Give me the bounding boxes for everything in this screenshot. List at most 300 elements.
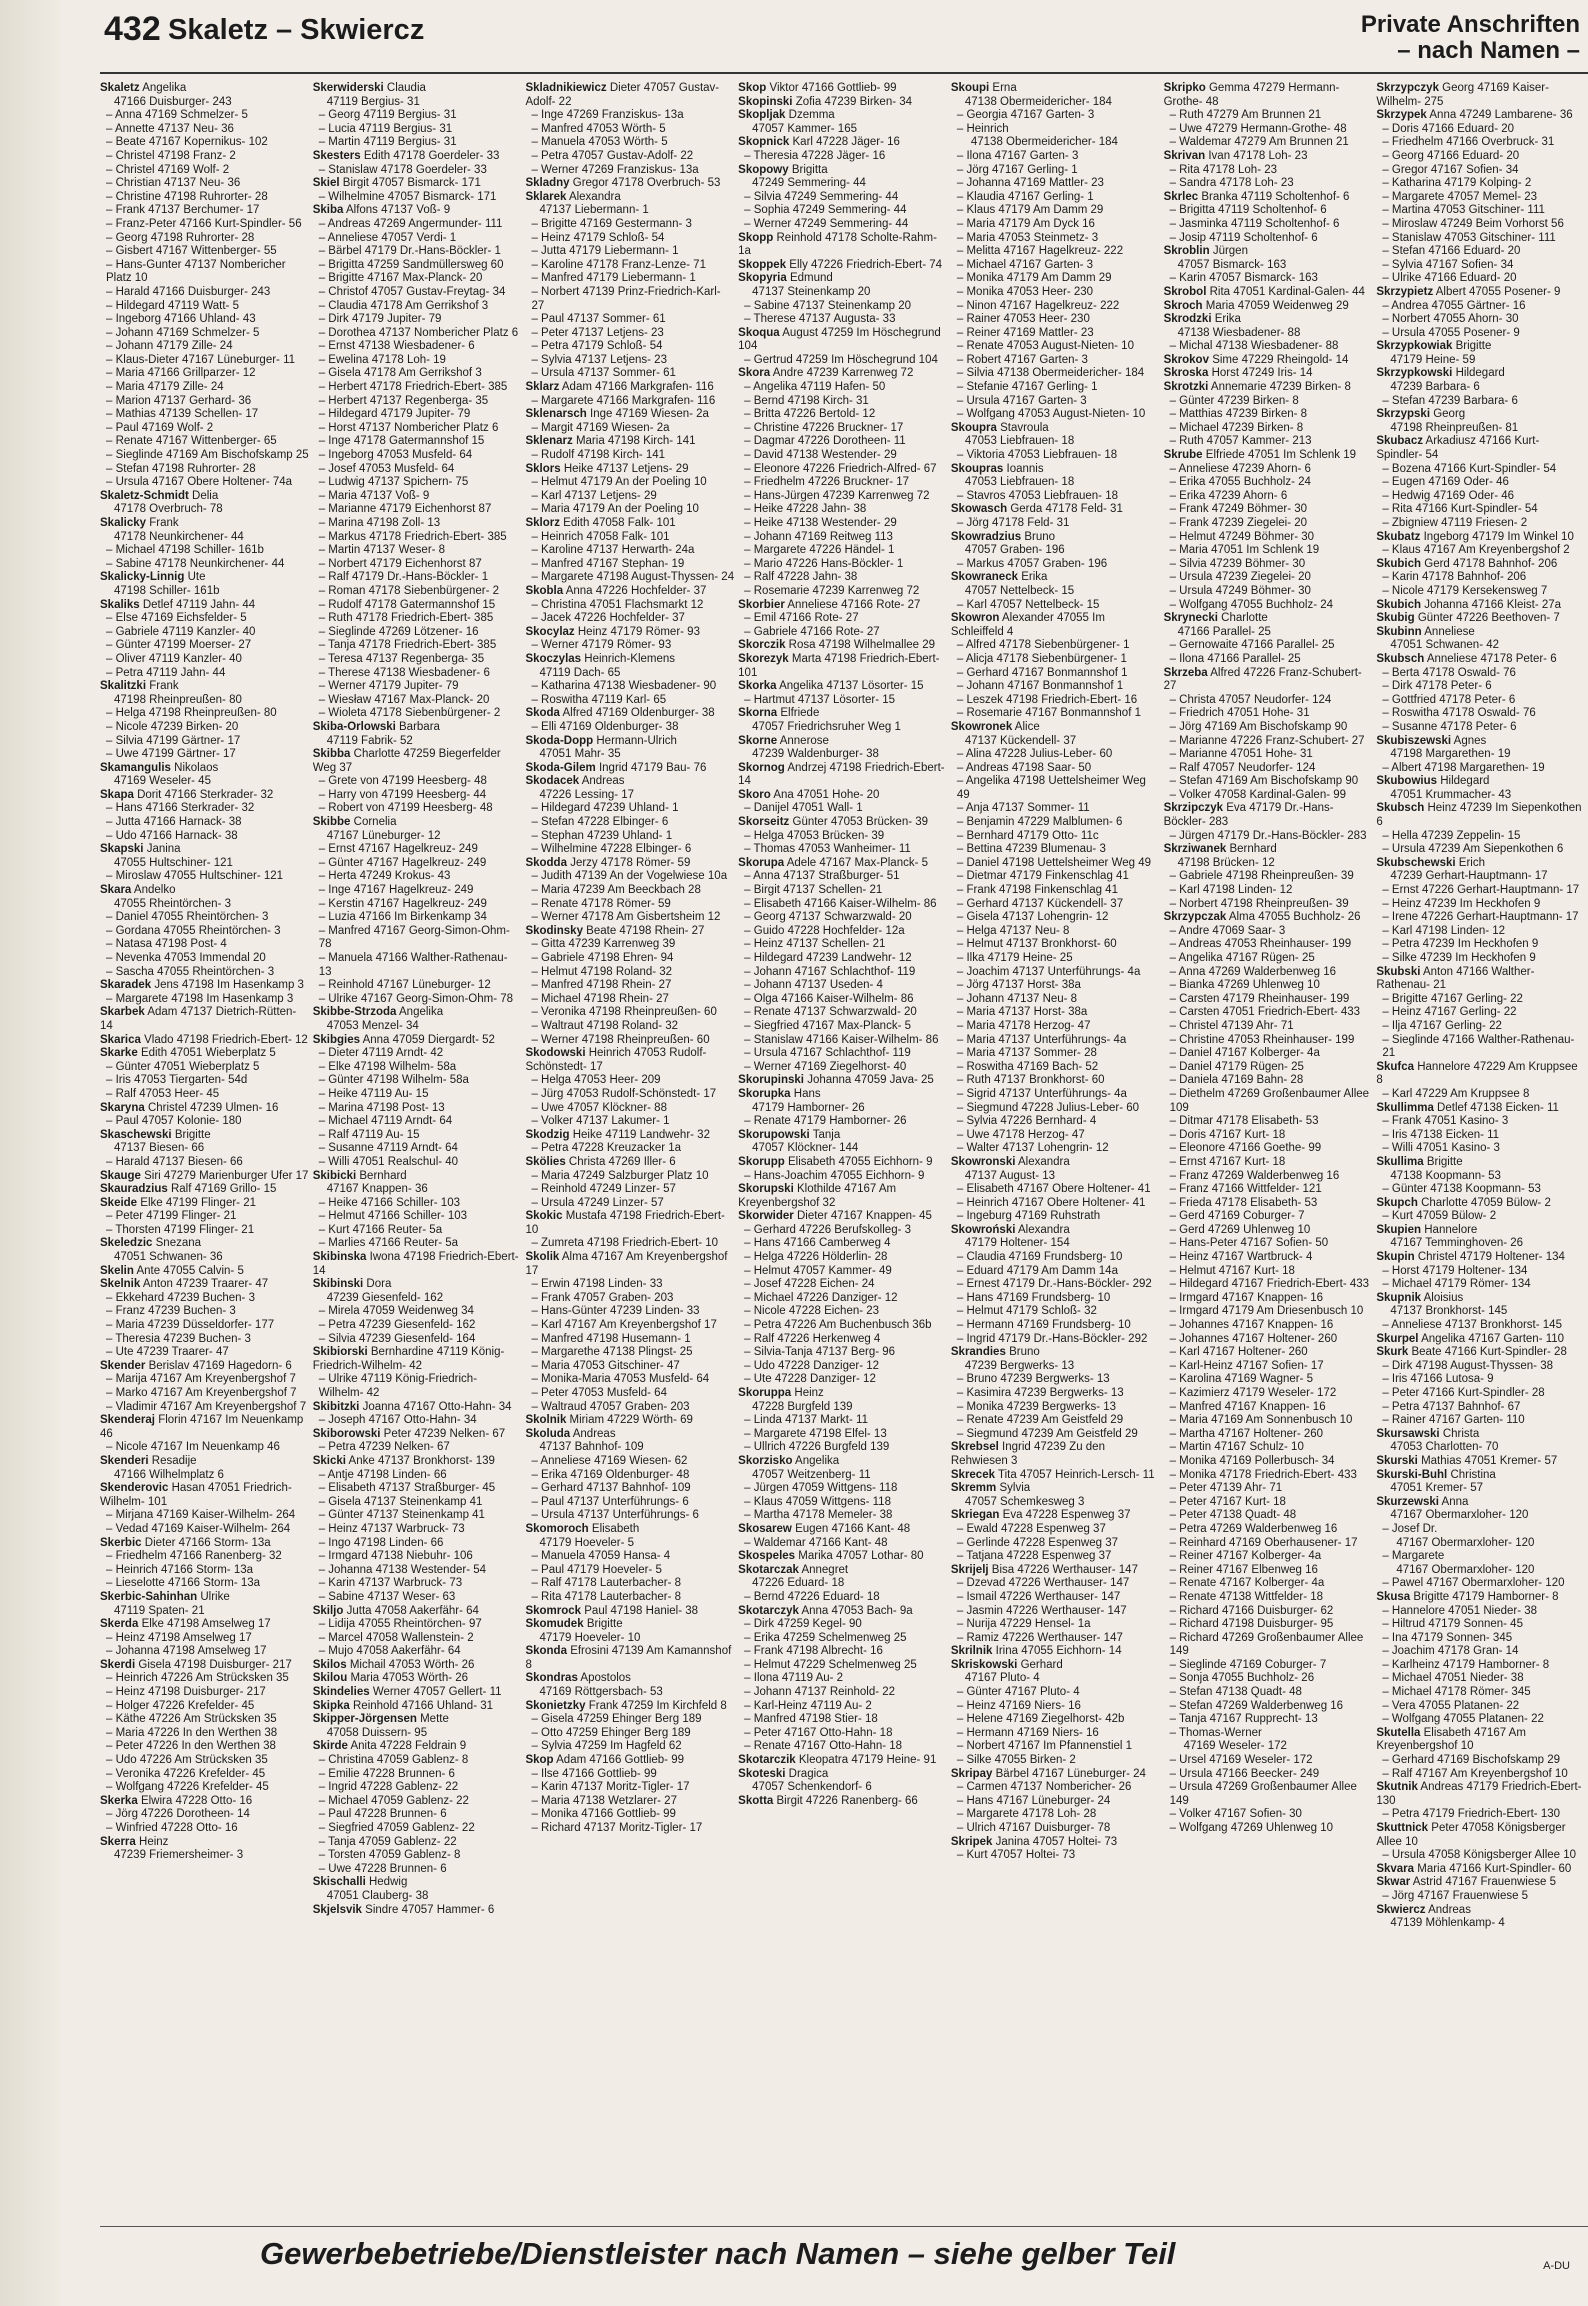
entry-text: – Franz-Peter 47166 Kurt-Spindler- 56 xyxy=(106,217,302,230)
entry-text: – Hildegard 47167 Friedrich-Ebert- 433 xyxy=(1169,1278,1370,1291)
directory-entry xyxy=(951,327,1160,341)
entry-text: – Ruth 47279 Am Brunnen 21 xyxy=(1169,109,1322,122)
directory-entry xyxy=(738,395,947,409)
entry-surname: Skurski-Buhl xyxy=(1376,1468,1448,1481)
directory-entry xyxy=(951,531,1160,558)
entry-text: – Daniel 47179 Rügen- 25 xyxy=(1169,1060,1304,1073)
entry-surname: Skoda xyxy=(525,707,560,720)
directory-entry xyxy=(951,1428,1160,1442)
entry-text: Ute xyxy=(187,571,206,584)
entry-text: Georg 47169 Kaiser-Wilhelm- 275 xyxy=(1376,82,1549,108)
entry-text: – Wolfgang 47055 Buchholz- 24 xyxy=(1169,598,1334,611)
entry-surname: Skerka xyxy=(100,1794,138,1807)
entry-text: Erich xyxy=(1458,856,1485,869)
directory-entry xyxy=(100,1183,309,1197)
entry-text: – Maria 47137 Horst- 38a xyxy=(956,1006,1088,1019)
directory-entry xyxy=(100,1346,309,1360)
entry-address: 47119 Spaten- 21 xyxy=(114,1604,205,1617)
directory-entry xyxy=(313,1414,522,1428)
directory-entry xyxy=(100,843,309,870)
entry-text: – Sabine 47178 Neunkirchener- 44 xyxy=(106,557,285,570)
entry-text: Alexandra xyxy=(1018,1223,1070,1236)
directory-entry xyxy=(525,1360,734,1374)
directory-entry xyxy=(1376,1210,1585,1224)
directory-entry xyxy=(525,191,734,218)
entry-text: – Ilja 47167 Gerling- 22 xyxy=(1382,1019,1502,1032)
entry-text: – Michael 47119 Arndt- 64 xyxy=(318,1115,453,1128)
directory-entry xyxy=(313,1496,522,1510)
directory-entry xyxy=(1376,1115,1585,1129)
directory-entry xyxy=(1376,313,1585,327)
entry-text: Dragica xyxy=(788,1767,829,1780)
directory-entry xyxy=(1376,1373,1585,1387)
entry-text: – Heinrich xyxy=(956,122,1009,135)
directory-entry xyxy=(738,938,947,952)
entry-address: 47198 Rheinpreußen- 80 xyxy=(114,693,242,706)
entry-text: – Richard 47137 Moritz-Tigler- 17 xyxy=(531,1822,703,1834)
entry-surname: Skroblin xyxy=(1163,245,1210,258)
entry-surname: Skripek xyxy=(950,1835,993,1848)
directory-entry xyxy=(313,585,522,599)
entry-text: – Antje 47198 Linden- 66 xyxy=(318,1468,447,1481)
directory-entry xyxy=(1376,300,1585,314)
entry-text: – Alina 47228 Julius-Leber- 60 xyxy=(956,748,1113,761)
directory-entry xyxy=(1376,1876,1585,1890)
entry-text: Nikolaos xyxy=(174,761,219,774)
entry-address: 47057 Friedrichsruher Weg 1 xyxy=(752,720,901,733)
entry-text: – Frieda 47178 Elisabeth- 53 xyxy=(1169,1196,1318,1209)
entry-surname: Skupin xyxy=(1376,1251,1415,1264)
entry-text: Tita 47057 Heinrich-Lersch- 11 xyxy=(998,1468,1155,1481)
directory-entry xyxy=(313,449,522,463)
entry-text: – Wolfgang 47053 August-Nieten- 10 xyxy=(956,408,1146,421)
directory-entry xyxy=(525,1672,734,1699)
directory-entry xyxy=(738,979,947,993)
directory-entry xyxy=(951,1197,1160,1211)
entry-surname: Skowroński xyxy=(950,1223,1016,1236)
entry-text: Delia xyxy=(192,489,219,502)
entry-text: – Sieglinde 47166 Walther-Rathenau- 21 xyxy=(1382,1033,1575,1060)
entry-text: – Martin 47119 Bergius- 31 xyxy=(318,136,457,149)
entry-surname: Skornog xyxy=(738,761,785,774)
directory-entry xyxy=(525,1727,734,1741)
entry-text: Heike 47137 Letjens- 29 xyxy=(563,462,689,475)
entry-text: – Karl 47198 Linden- 12 xyxy=(1169,884,1293,897)
directory-entry xyxy=(1376,707,1585,721)
directory-entry xyxy=(1376,1550,1585,1577)
entry-surname: Skesters xyxy=(312,149,361,162)
entry-surname: Skorwider xyxy=(738,1210,794,1223)
entry-text: – Sylvia 47167 Sofien- 34 xyxy=(1382,258,1514,271)
entry-text: – Herbert 47178 Friedrich-Ebert- 385 xyxy=(318,381,508,394)
entry-text: – Reinhold 47167 Lüneburger- 12 xyxy=(318,979,491,992)
entry-surname: Skölies xyxy=(525,1155,566,1168)
entry-text: – Elisabeth 47137 Straßburger- 45 xyxy=(318,1482,496,1495)
directory-entry xyxy=(1164,911,1373,925)
entry-surname: Skotta xyxy=(738,1794,774,1807)
entry-text: – Friedhelm 47166 Ranenberg- 32 xyxy=(106,1550,282,1563)
entry-text: – Jürg 47053 Rudolf-Schönstedt- 17 xyxy=(531,1087,717,1100)
directory-entry xyxy=(313,870,522,884)
directory-entry xyxy=(1376,1605,1585,1619)
entry-text: – Olga 47166 Kaiser-Wilhelm- 86 xyxy=(744,992,914,1005)
entry-text: – Vera 47055 Platanen- 22 xyxy=(1382,1699,1520,1712)
entry-address: 47239 Giesenfeld- 162 xyxy=(326,1291,444,1304)
directory-entry xyxy=(525,1088,734,1102)
entry-text: – Ralf 47119 Au- 15 xyxy=(318,1128,420,1141)
entry-text: – Petra 47179 Friedrich-Ebert- 130 xyxy=(1382,1808,1561,1821)
directory-entry xyxy=(1164,191,1373,205)
entry-text: – Veronika 47198 Rheinpreußen- 60 xyxy=(531,1006,717,1019)
entry-text: Bruno xyxy=(1009,1346,1040,1359)
directory-entry xyxy=(1376,1197,1585,1211)
directory-entry xyxy=(313,1129,522,1143)
directory-entry xyxy=(313,1781,522,1795)
entry-text: – Günter 47198 Wilhelm- 58a xyxy=(318,1074,469,1087)
entry-text: – Rudolf 47198 Kirch- 141 xyxy=(531,449,666,462)
entry-text: Johanna 47059 Java- 25 xyxy=(807,1074,934,1087)
directory-entry xyxy=(1376,830,1585,844)
entry-text: – Thomas-Werner xyxy=(1169,1726,1262,1739)
directory-entry xyxy=(738,911,947,925)
directory-entry xyxy=(1376,667,1585,681)
entry-text: – Ruth 47137 Bronkhorst- 60 xyxy=(956,1074,1105,1087)
directory-entry xyxy=(1376,626,1585,653)
directory-entry xyxy=(100,1265,309,1279)
entry-text: – Heinz 47169 Niers- 16 xyxy=(956,1699,1081,1712)
entry-text: – Jürgen 47059 Wittgens- 118 xyxy=(744,1482,898,1495)
directory-entry xyxy=(100,381,309,395)
directory-entry xyxy=(1376,1618,1585,1632)
entry-text: – Diethelm 47269 Großenbaumer Allee 109 xyxy=(1169,1087,1370,1114)
entry-text: – Wolfgang 47055 Platanen- 22 xyxy=(1382,1713,1544,1726)
entry-text: – Karlheinz 47179 Hamborner- 8 xyxy=(1382,1658,1550,1671)
entry-text: – Ursula 47249 Linzer- 57 xyxy=(531,1196,664,1209)
directory-entry xyxy=(525,463,734,477)
entry-text: – Maria 47249 Salzburger Platz 10 xyxy=(531,1169,709,1182)
entry-text: Erika xyxy=(1214,313,1241,326)
directory-entry xyxy=(951,1020,1160,1034)
directory-entry xyxy=(313,1591,522,1605)
directory-entry xyxy=(100,1564,309,1578)
entry-text: – Britta 47226 Bertold- 12 xyxy=(744,408,876,421)
entry-text: – Jacek 47226 Hochfelder- 37 xyxy=(531,612,685,625)
directory-entry xyxy=(1376,1006,1585,1020)
entry-text: – Werner 47169 Ziegelhorst- 40 xyxy=(744,1060,907,1073)
entry-text: – Waltraut 47198 Roland- 32 xyxy=(531,1019,679,1032)
entry-text: – Tanja 47178 Friedrich-Ebert- 385 xyxy=(318,639,497,652)
entry-text: – Erika 47259 Schelmenweg 25 xyxy=(744,1631,907,1644)
directory-entry xyxy=(313,191,522,205)
entry-text: – Doris 47167 Kurt- 18 xyxy=(1169,1128,1286,1141)
entry-text: – Petra 47057 Gustav-Adolf- 22 xyxy=(531,149,694,162)
directory-entry xyxy=(1164,1781,1373,1808)
entry-text: – Oliver 47119 Kanzler- 40 xyxy=(106,652,242,665)
directory-entry xyxy=(525,721,734,735)
entry-text: Dieter 47057 Gustav-Adolf- 22 xyxy=(525,82,720,108)
entry-text: – Otto 47259 Ehinger Berg 189 xyxy=(531,1726,691,1739)
entry-text: – Daniel 47055 Rheintörchen- 3 xyxy=(106,911,269,924)
entry-text: – Stefan 47239 Barbara- 6 xyxy=(1382,394,1518,407)
entry-surname: Skubschewski xyxy=(1376,856,1456,869)
entry-text: – Jasmin 47226 Werthauser- 147 xyxy=(956,1604,1127,1617)
entry-address: 47057 Kammer- 165 xyxy=(752,122,857,135)
entry-text: – Hans-Gunter 47137 Nombericher Platz 10 xyxy=(106,258,286,285)
directory-entry xyxy=(525,1428,734,1455)
entry-text: – Anneliese 47057 Verdi- 1 xyxy=(318,231,457,244)
entry-surname: Skopinski xyxy=(738,95,793,108)
entry-text: – Maria 47053 Gitschiner- 47 xyxy=(531,1359,680,1372)
directory-entry xyxy=(100,952,309,966)
entry-text: – Kasimira 47239 Bergwerks- 13 xyxy=(956,1387,1124,1399)
directory-entry xyxy=(525,1237,734,1251)
entry-text: Birgit 47226 Ranenberg- 66 xyxy=(776,1794,918,1807)
entry-surname: Sklenarsch xyxy=(525,408,587,421)
entry-text: – Dirk 47178 Peter- 6 xyxy=(1382,680,1492,693)
directory-entry xyxy=(525,1822,734,1836)
entry-surname: Sklarz xyxy=(525,381,560,394)
entry-text: Brigitta xyxy=(791,163,828,176)
entry-text: Heinz xyxy=(794,1387,824,1399)
directory-entry xyxy=(1376,1768,1585,1782)
page-number: 432 xyxy=(104,10,161,48)
directory-entry xyxy=(951,870,1160,884)
entry-text: Erika xyxy=(1021,571,1048,584)
entry-text: – Ute 47239 Traarer- 47 xyxy=(106,1346,229,1359)
directory-entry xyxy=(951,286,1160,300)
entry-text: – Ernst 47167 Kurt- 18 xyxy=(1169,1155,1286,1168)
directory-entry xyxy=(951,1292,1160,1306)
directory-entry xyxy=(1376,1645,1585,1659)
entry-text: – Sylvia 47137 Letjens- 23 xyxy=(531,353,667,366)
directory-entry xyxy=(313,721,522,748)
entry-text: Stavroula xyxy=(1000,421,1049,434)
directory-entry xyxy=(951,680,1160,694)
directory-entry xyxy=(951,1401,1160,1415)
directory-entry xyxy=(525,1006,734,1020)
directory-entry xyxy=(1164,354,1373,368)
directory-entry xyxy=(313,748,522,775)
entry-surname: Skupch xyxy=(1376,1196,1418,1209)
directory-entry xyxy=(1376,938,1585,952)
entry-text: – Johannes 47167 Holtener- 260 xyxy=(1169,1332,1338,1345)
directory-entry xyxy=(951,123,1160,150)
directory-entry xyxy=(313,1904,522,1918)
directory-entry xyxy=(951,1129,1160,1143)
entry-text: – Norbert 47139 Prinz-Friedrich-Karl- 27 xyxy=(531,285,721,312)
directory-entry xyxy=(100,884,309,911)
entry-text: – Martha 47178 Memeler- 38 xyxy=(744,1509,893,1522)
entry-text: – Sonja 47055 Buchholz- 26 xyxy=(1169,1672,1315,1685)
entry-text: – Guido 47228 Hochfelder- 12a xyxy=(744,924,905,937)
directory-entry xyxy=(738,1700,947,1714)
directory-entry xyxy=(738,1509,947,1523)
directory-entry xyxy=(525,1550,734,1564)
entry-text: – Petra 47239 Giesenfeld- 162 xyxy=(318,1319,476,1332)
entry-text: – Karl 47198 Linden- 12 xyxy=(1382,924,1506,937)
entry-text: Heinz xyxy=(139,1835,169,1848)
entry-text: – Wilhelmine 47228 Elbinger- 6 xyxy=(531,843,692,856)
entry-text: – Paul 47137 Unterführungs- 6 xyxy=(531,1495,689,1508)
directory-entry xyxy=(951,1047,1160,1061)
entry-surname: Skjelsvik xyxy=(312,1903,362,1916)
directory-entry xyxy=(951,191,1160,205)
directory-entry xyxy=(738,966,947,980)
entry-surname: Skubski xyxy=(1376,965,1421,978)
directory-entry xyxy=(738,1034,947,1048)
entry-surname: Skelnik xyxy=(100,1278,141,1291)
entry-text: – Inge 47178 Gatermannshof 15 xyxy=(318,435,485,448)
entry-text: – Anneliese 47137 Bronkhorst- 145 xyxy=(1382,1319,1562,1332)
directory-entry xyxy=(951,1305,1160,1319)
entry-text: – Manfred 47179 Liebermann- 1 xyxy=(531,272,696,285)
entry-text: Sime 47229 Rheingold- 14 xyxy=(1212,353,1349,366)
entry-text: Elly 47226 Friedrich-Ebert- 74 xyxy=(789,258,943,271)
entry-text: – Udo 47228 Danziger- 12 xyxy=(744,1359,880,1372)
directory-entry xyxy=(738,1795,947,1809)
entry-text: – Frank 47137 Berchumer- 17 xyxy=(106,204,260,217)
directory-entry xyxy=(951,1700,1160,1714)
entry-text: – Stanislaw 47053 Gitschiner- 111 xyxy=(1382,231,1556,244)
directory-entry xyxy=(313,571,522,585)
directory-entry xyxy=(313,476,522,490)
entry-text: Beate 47166 Kurt-Spindler- 28 xyxy=(1411,1346,1567,1359)
entry-text: – Helmut 47166 Schiller- 103 xyxy=(318,1210,468,1223)
entry-text: – Alicja 47178 Siebenbürgener- 1 xyxy=(956,652,1127,665)
directory-entry xyxy=(1164,1537,1373,1551)
entry-text: Sylvia xyxy=(999,1482,1031,1495)
entry-address: 47198 Schiller- 161b xyxy=(114,584,220,597)
directory-entry xyxy=(313,1251,522,1278)
entry-surname: Skorna xyxy=(738,707,778,720)
directory-entry xyxy=(525,1455,734,1469)
entry-surname: Skorne xyxy=(738,734,778,747)
entry-surname: Skripko xyxy=(1163,82,1206,94)
entry-text: – Maria 47138 Wetzlarer- 27 xyxy=(531,1794,677,1807)
entry-text: Ingeborg 47179 Im Winkel 10 xyxy=(1423,530,1574,543)
directory-entry xyxy=(1376,340,1585,367)
directory-entry xyxy=(100,1047,309,1061)
entry-text: – Lucia 47119 Bergius- 31 xyxy=(318,122,453,135)
entry-text: Frank xyxy=(149,680,179,693)
directory-entry xyxy=(1376,1387,1585,1401)
directory-entry xyxy=(951,259,1160,273)
directory-entry xyxy=(525,1278,734,1292)
entry-address: 47167 Obermarxloher- 120 xyxy=(1396,1563,1535,1576)
entry-text: Alfred 47169 Oldenburger- 38 xyxy=(562,707,715,720)
entry-text: Elke 47199 Flinger- 21 xyxy=(140,1196,256,1209)
entry-text: – Paul 47057 Kolonie- 180 xyxy=(106,1115,242,1128)
directory-entry xyxy=(738,626,947,640)
entry-surname: Skerda xyxy=(100,1618,139,1631)
entry-text: – Hella 47239 Zeppelin- 15 xyxy=(1382,829,1521,842)
entry-text: Frank xyxy=(149,517,179,529)
entry-text: – Johann 47169 Schmelzer- 5 xyxy=(106,326,260,339)
entry-surname: Sklors xyxy=(525,462,561,475)
directory-entry xyxy=(1164,1605,1373,1619)
directory-entry xyxy=(100,136,309,150)
entry-text: – Günter 47138 Koopmann- 53 xyxy=(1382,1183,1541,1196)
directory-entry xyxy=(1164,1686,1373,1700)
entry-address: 47137 Liebermann- 1 xyxy=(539,204,649,217)
entry-text: – Kerstin 47167 Hagelkreuz- 249 xyxy=(318,897,487,910)
entry-text: – Eugen 47169 Oder- 46 xyxy=(1382,476,1509,489)
directory-entry xyxy=(1164,463,1373,477)
entry-surname: Skarke xyxy=(100,1047,138,1060)
entry-text: Dorit 47166 Sterkrader- 32 xyxy=(137,788,274,801)
entry-address: 47239 Waldenburger- 38 xyxy=(752,748,879,761)
directory-entry xyxy=(313,1605,522,1619)
directory-entry xyxy=(313,993,522,1007)
entry-text: – Mario 47226 Hans-Böckler- 1 xyxy=(744,557,904,570)
entry-text: – Heike 47119 Au- 15 xyxy=(318,1087,429,1100)
entry-surname: Skubatz xyxy=(1376,530,1421,543)
directory-entry xyxy=(1376,544,1585,558)
entry-text: – Maria 47179 An der Poeling 10 xyxy=(531,503,699,516)
entry-surname: Skrlec xyxy=(1163,190,1199,203)
entry-text: – Silvia 47249 Semmering- 44 xyxy=(744,190,899,203)
directory-entry xyxy=(313,422,522,436)
entry-text: Agnes xyxy=(1453,734,1487,747)
entry-text: – Bianka 47269 Uhlenweg 10 xyxy=(1169,979,1320,992)
entry-text: – Hans 47166 Camberweg 4 xyxy=(744,1237,891,1250)
directory-entry xyxy=(100,1781,309,1795)
entry-surname: Skorupa xyxy=(738,856,785,869)
entry-text: Michail 47053 Wörth- 26 xyxy=(349,1658,475,1671)
directory-entry xyxy=(1164,1237,1373,1251)
directory-entry xyxy=(1164,1265,1373,1279)
entry-text: – Josip 47119 Scholtenhof- 6 xyxy=(1169,231,1318,244)
directory-entry xyxy=(1376,272,1585,286)
entry-surname: Skorupski xyxy=(738,1183,794,1196)
entry-text: – Günter 47239 Birken- 8 xyxy=(1169,394,1299,407)
directory-entry xyxy=(951,1509,1160,1523)
directory-entry xyxy=(100,313,309,327)
directory-entry xyxy=(525,911,734,925)
directory-entry xyxy=(738,884,947,898)
entry-surname: Skubsch xyxy=(1376,652,1425,665)
directory-entry xyxy=(951,300,1160,314)
directory-entry xyxy=(1376,490,1585,504)
entry-text: – Ramiz 47226 Werthauser- 147 xyxy=(956,1631,1123,1644)
entry-text: – Carsten 47051 Friedrich-Ebert- 433 xyxy=(1169,1006,1361,1019)
entry-text: – Margarete xyxy=(1382,1550,1445,1563)
entry-surname: Skoruppa xyxy=(738,1387,792,1399)
entry-text: – Ismail 47226 Werthauser- 147 xyxy=(956,1590,1121,1603)
directory-entry xyxy=(738,1564,947,1591)
directory-entry xyxy=(1376,1632,1585,1646)
directory-entry xyxy=(951,408,1160,422)
directory-entry xyxy=(1376,721,1585,735)
entry-text: – Gerlinde 47228 Espenweg 37 xyxy=(956,1536,1118,1549)
entry-text: – Horst 47179 Holtener- 134 xyxy=(1382,1264,1528,1277)
entry-text: – Danijel 47051 Wall- 1 xyxy=(744,802,863,815)
directory-entry xyxy=(100,558,309,572)
entry-text: – Karin 47137 Warbruck- 73 xyxy=(318,1577,463,1590)
entry-text: – Christel 47198 Franz- 2 xyxy=(106,149,236,162)
directory-entry xyxy=(1376,775,1585,802)
directory-entry xyxy=(525,1156,734,1170)
entry-text: – Kazimierz 47179 Weseler- 172 xyxy=(1169,1387,1337,1399)
directory-entry xyxy=(738,1047,947,1061)
directory-entry xyxy=(313,612,522,626)
directory-entry xyxy=(313,1537,522,1551)
entry-text: – Rita 47166 Kurt-Spindler- 54 xyxy=(1382,503,1538,516)
directory-entry xyxy=(313,1808,522,1822)
directory-entry xyxy=(1376,1156,1585,1183)
directory-entry xyxy=(951,1836,1160,1850)
entry-text: – Siegfried 47167 Max-Planck- 5 xyxy=(744,1019,911,1032)
